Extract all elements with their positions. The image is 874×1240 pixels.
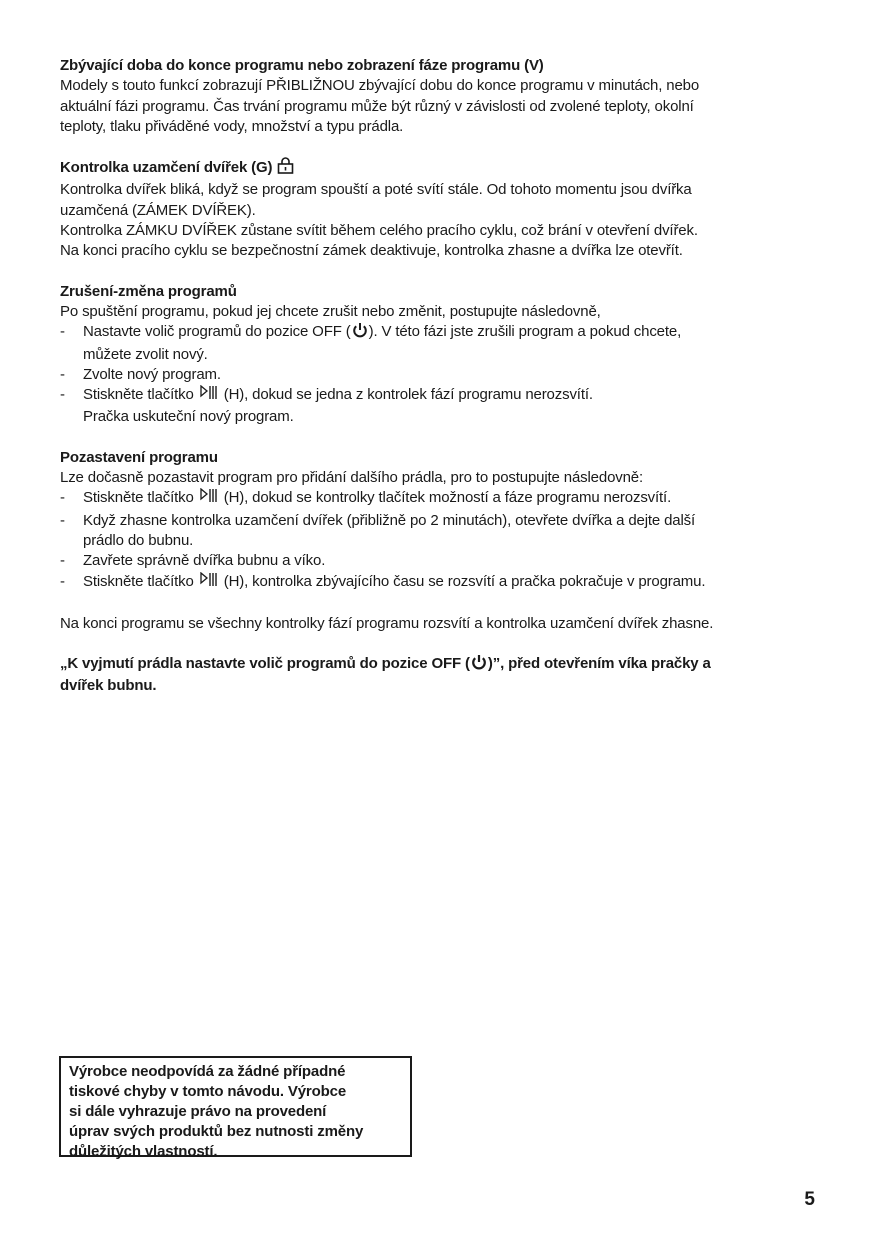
start-pause-icon xyxy=(199,385,219,407)
section-title: Pozastavení programu xyxy=(60,448,218,466)
paragraph-line: Lze dočasně pozastavit program pro přidání dalšího prádla, pro to postupujte následovně: xyxy=(60,469,644,487)
list-item xyxy=(60,488,820,510)
paragraph-line: Po spuštění programu, pokud jej chcete zrušit nebo změnit, postupujte následovně, xyxy=(60,302,601,320)
section-title: Zbývající doba do konce programu nebo zobrazení fáze programu (V) xyxy=(60,57,544,74)
paragraph-line: Kontrolka dvířek bliká, když se program spouští a poté svítí stále. Od tohoto momentu jsou dvířka xyxy=(60,181,692,199)
list-text: Zavřete správně dvířka bubnu a víko. xyxy=(83,552,326,570)
bullet-dash: - xyxy=(60,572,65,590)
section-program-end xyxy=(60,614,820,634)
section-door-lock xyxy=(60,157,820,261)
paragraph-line: Na konci pracího cyklu se bezpečnostní zámek deaktivuje, kontrolka zhasne a dvířka lze otevřít. xyxy=(60,242,683,260)
section-title: Kontrolka uzamčení dvířek (G) xyxy=(60,159,273,177)
disclaimer-line: tiskové chyby v tomto návodu. Výrobce xyxy=(69,1083,347,1100)
bullet-dash: - xyxy=(60,323,65,341)
power-icon xyxy=(471,654,487,676)
paragraph-line: Na konci programu se všechny kontrolky fází programu rozsvítí a kontrolka uzamčení dvířek zhasne. xyxy=(60,614,714,632)
bold-note-line: dvířek bubnu. xyxy=(60,677,157,695)
list-text: Když zhasne kontrolka uzamčení dvířek (přibližně po 2 minutách), otevřete dvířka a dejte další xyxy=(83,511,696,529)
list-text: (H), kontrolka zbývajícího času se rozsvítí a pračka pokračuje v programu. xyxy=(223,572,706,590)
list-item-continuation: Pračka uskuteční nový program. xyxy=(83,408,294,426)
list-item-continuation: můžete zvolit nový. xyxy=(83,345,208,363)
bullet-dash: - xyxy=(60,386,65,404)
section-title: Zrušení-změna programů xyxy=(60,282,237,300)
list-text: Zvolte nový program. xyxy=(83,365,221,383)
paragraph-line: Modely s touto funkcí zobrazují PŘIBLIŽNOU zbývající dobu do konce programu v minutách, nebo xyxy=(60,77,700,95)
disclaimer-line: úprav svých produktů bez nutnosti změny xyxy=(69,1123,364,1140)
lock-icon xyxy=(277,157,294,180)
note-text: )”, před otevřením víka pračky a xyxy=(487,655,711,673)
list-item xyxy=(60,572,820,594)
disclaimer-line: důležitých vlastností. xyxy=(69,1143,218,1160)
power-icon xyxy=(352,322,368,344)
list-item xyxy=(60,551,820,571)
list-text: Stiskněte tlačítko xyxy=(83,572,194,590)
bold-note-line xyxy=(60,654,820,676)
section-cancel-change xyxy=(60,282,820,428)
list-text: Stiskněte tlačítko xyxy=(83,489,194,507)
paragraph-line: Kontrolka ZÁMKU DVÍŘEK zůstane svítit během celého pracího cyklu, což brání v otevření dvířek. xyxy=(60,222,698,240)
note-text: „K vyjmutí prádla nastavte volič programů do pozice OFF ( xyxy=(60,655,470,673)
list-item xyxy=(60,385,820,407)
section-title-row xyxy=(60,157,820,180)
section-remaining-time xyxy=(60,56,820,137)
list-text: ). V této fázi jste zrušili program a pokud chcete, xyxy=(368,323,682,341)
list-text: Stiskněte tlačítko xyxy=(83,386,194,404)
bullet-dash: - xyxy=(60,552,65,570)
list-item xyxy=(60,322,820,344)
bullet-dash: - xyxy=(60,365,65,383)
disclaimer-line: si dále vyhrazuje právo na provedení xyxy=(69,1103,327,1120)
section-unload-note xyxy=(60,654,820,697)
list-item-continuation: prádlo do bubnu. xyxy=(83,531,194,549)
disclaimer-line: Výrobce neodpovídá za žádné případné xyxy=(69,1063,346,1080)
bullet-dash: - xyxy=(60,489,65,507)
list-text: (H), dokud se kontrolky tlačítek možností a fáze programu nerozsvítí. xyxy=(223,489,672,507)
disclaimer-box xyxy=(59,1056,412,1160)
list-text: (H), dokud se jedna z kontrolek fází programu nerozsvítí. xyxy=(223,386,593,404)
list-item xyxy=(60,511,820,531)
paragraph-line: teploty, tlaku přiváděné vody, množství a typu prádla. xyxy=(60,117,404,135)
bullet-dash: - xyxy=(60,511,65,529)
list-item xyxy=(60,365,820,385)
paragraph-line: uzamčená (ZÁMEK DVÍŘEK). xyxy=(60,201,256,219)
start-pause-icon xyxy=(199,488,219,510)
list-text: Nastavte volič programů do pozice OFF ( xyxy=(83,323,351,341)
start-pause-icon xyxy=(199,572,219,594)
paragraph-line: aktuální fázi programu. Čas trvání programu může být různý v závislosti od zvolené teploty, okolní xyxy=(60,97,694,115)
page-content xyxy=(60,56,820,717)
section-pause xyxy=(60,448,820,594)
page-number: 5 xyxy=(804,1189,815,1210)
